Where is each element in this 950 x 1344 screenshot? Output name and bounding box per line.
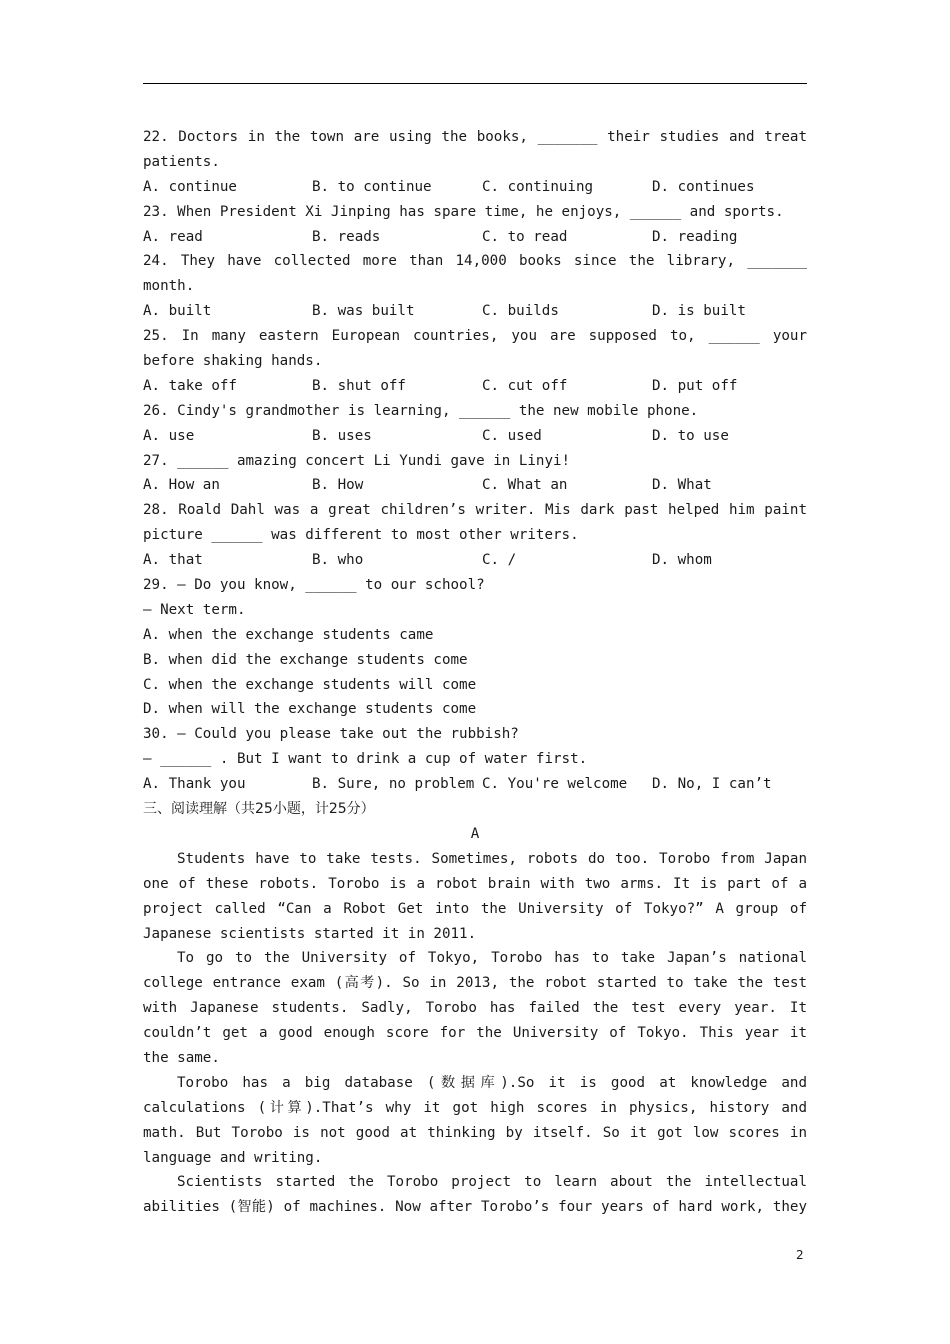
question-26-options xyxy=(143,424,807,449)
question-23-stem: 23. When President Xi Jinping has spare time, he enjoys, ______ and sports. xyxy=(143,203,784,220)
passage-line: To go to the University of Tokyo, Torobo has to take Japan’s national xyxy=(177,950,807,967)
option-a: A. use xyxy=(143,427,195,444)
option-c: C. continuing xyxy=(482,178,594,195)
question-29-answer-line: — Next term. xyxy=(143,601,246,618)
passage-line: Torobo has a big database (数据库).So it is good at knowledge and xyxy=(177,1074,807,1091)
option-a: A. read xyxy=(143,228,203,245)
passage-line: Japanese scientists started it in 2011. xyxy=(143,925,477,942)
option-d: D. reading xyxy=(652,228,738,245)
question-27-options xyxy=(143,473,807,498)
passage-label: A xyxy=(470,825,480,842)
option-d: D. when will the exchange students come xyxy=(143,701,477,718)
passage-line: Students have to take tests. Sometimes, robots do too. Torobo from Japan xyxy=(177,850,807,867)
option-a: A. continue xyxy=(143,178,237,195)
option-c: C. What an xyxy=(482,477,568,494)
option-a: A. that xyxy=(143,552,203,569)
passage-line: with Japanese students. Sadly, Torobo has failed the test every year. It xyxy=(143,1000,807,1017)
option-b: B. shut off xyxy=(312,377,406,394)
question-24-stem-cont: month. xyxy=(143,278,195,295)
question-28-options xyxy=(143,548,807,573)
question-30-answer-line: — ______ . But I want to drink a cup of water first. xyxy=(143,751,588,768)
question-29-stem: 29. — Do you know, ______ to our school? xyxy=(143,577,485,594)
option-d: D. No, I can’t xyxy=(652,776,772,793)
option-b: B. Sure, no problem xyxy=(312,776,475,793)
option-b: B. to continue xyxy=(312,178,432,195)
passage-line: couldn’t get a good enough score for the University of Tokyo. This year it xyxy=(143,1025,807,1042)
passage-line: project called “Can a Robot Get into the University of Tokyo?” A group of xyxy=(143,900,807,917)
passage-line: math. But Torobo is not good at thinking by itself. So it got low scores in xyxy=(143,1124,807,1141)
option-c: C. builds xyxy=(482,303,559,320)
option-a: A. Thank you xyxy=(143,776,246,793)
passage-line: the same. xyxy=(143,1049,220,1066)
question-27-stem: 27. ______ amazing concert Li Yundi gave in Linyi! xyxy=(143,452,571,469)
question-30-stem: 30. — Could you please take out the rubbish? xyxy=(143,726,519,743)
passage-line: college entrance exam (高考). So in 2013, the robot started to take the test xyxy=(143,975,807,992)
question-26-stem: 26. Cindy's grandmother is learning, ______ the new mobile phone. xyxy=(143,402,699,419)
passage-line: calculations (计算).That’s why it got high scores in physics, history and xyxy=(143,1099,807,1116)
question-30-options xyxy=(143,772,807,797)
option-b: B. uses xyxy=(312,427,372,444)
question-24-options xyxy=(143,299,807,324)
question-25-options xyxy=(143,374,807,399)
question-22-stem-cont: patients. xyxy=(143,153,220,170)
question-23-options xyxy=(143,225,807,250)
option-b: B. reads xyxy=(312,228,381,245)
question-28-stem-cont: picture ______ was different to most other writers. xyxy=(143,527,579,544)
option-c: C. You're welcome xyxy=(482,776,628,793)
option-d: D. What xyxy=(652,477,712,494)
option-c: C. used xyxy=(482,427,542,444)
question-28-stem: 28. Roald Dahl was a great children’s writer. Mis dark past helped him paint xyxy=(143,502,807,519)
passage-line: abilities (智能) of machines. Now after Torobo’s four years of hard work, they xyxy=(143,1199,807,1216)
passage-line: one of these robots. Torobo is a robot brain with two arms. It is part of a xyxy=(143,875,807,892)
option-a: A. built xyxy=(143,303,212,320)
option-b: B. was built xyxy=(312,303,415,320)
option-a: A. when the exchange students came xyxy=(143,626,434,643)
passage-line: Scientists started the Torobo project to learn about the intellectual xyxy=(177,1174,807,1191)
option-d: D. to use xyxy=(652,427,729,444)
page-number: 2 xyxy=(796,1248,804,1262)
page-content xyxy=(143,125,807,1220)
option-c: C. to read xyxy=(482,228,568,245)
section-title: 三、阅读理解（共25小题，计25分） xyxy=(143,801,375,818)
question-24-stem: 24. They have collected more than 14,000 books since the library, _______ xyxy=(143,253,807,270)
header-rule xyxy=(143,83,807,84)
option-c: C. cut off xyxy=(482,377,568,394)
question-25-stem: 25. In many eastern European countries, you are supposed to, ______ your xyxy=(143,328,807,345)
option-b: B. How xyxy=(312,477,364,494)
option-c: C. when the exchange students will come xyxy=(143,676,477,693)
question-25-stem-cont: before shaking hands. xyxy=(143,353,323,370)
option-d: D. continues xyxy=(652,178,755,195)
option-b: B. when did the exchange students come xyxy=(143,651,468,668)
passage-line: language and writing. xyxy=(143,1149,323,1166)
option-a: A. take off xyxy=(143,377,237,394)
option-d: D. whom xyxy=(652,552,712,569)
question-22-stem: 22. Doctors in the town are using the books, _______ their studies and treat xyxy=(143,129,807,145)
option-b: B. who xyxy=(312,552,364,569)
option-d: D. is built xyxy=(652,303,746,320)
question-22-options xyxy=(143,175,807,200)
option-a: A. How an xyxy=(143,477,220,494)
option-c: C. / xyxy=(482,552,517,569)
option-d: D. put off xyxy=(652,377,738,394)
